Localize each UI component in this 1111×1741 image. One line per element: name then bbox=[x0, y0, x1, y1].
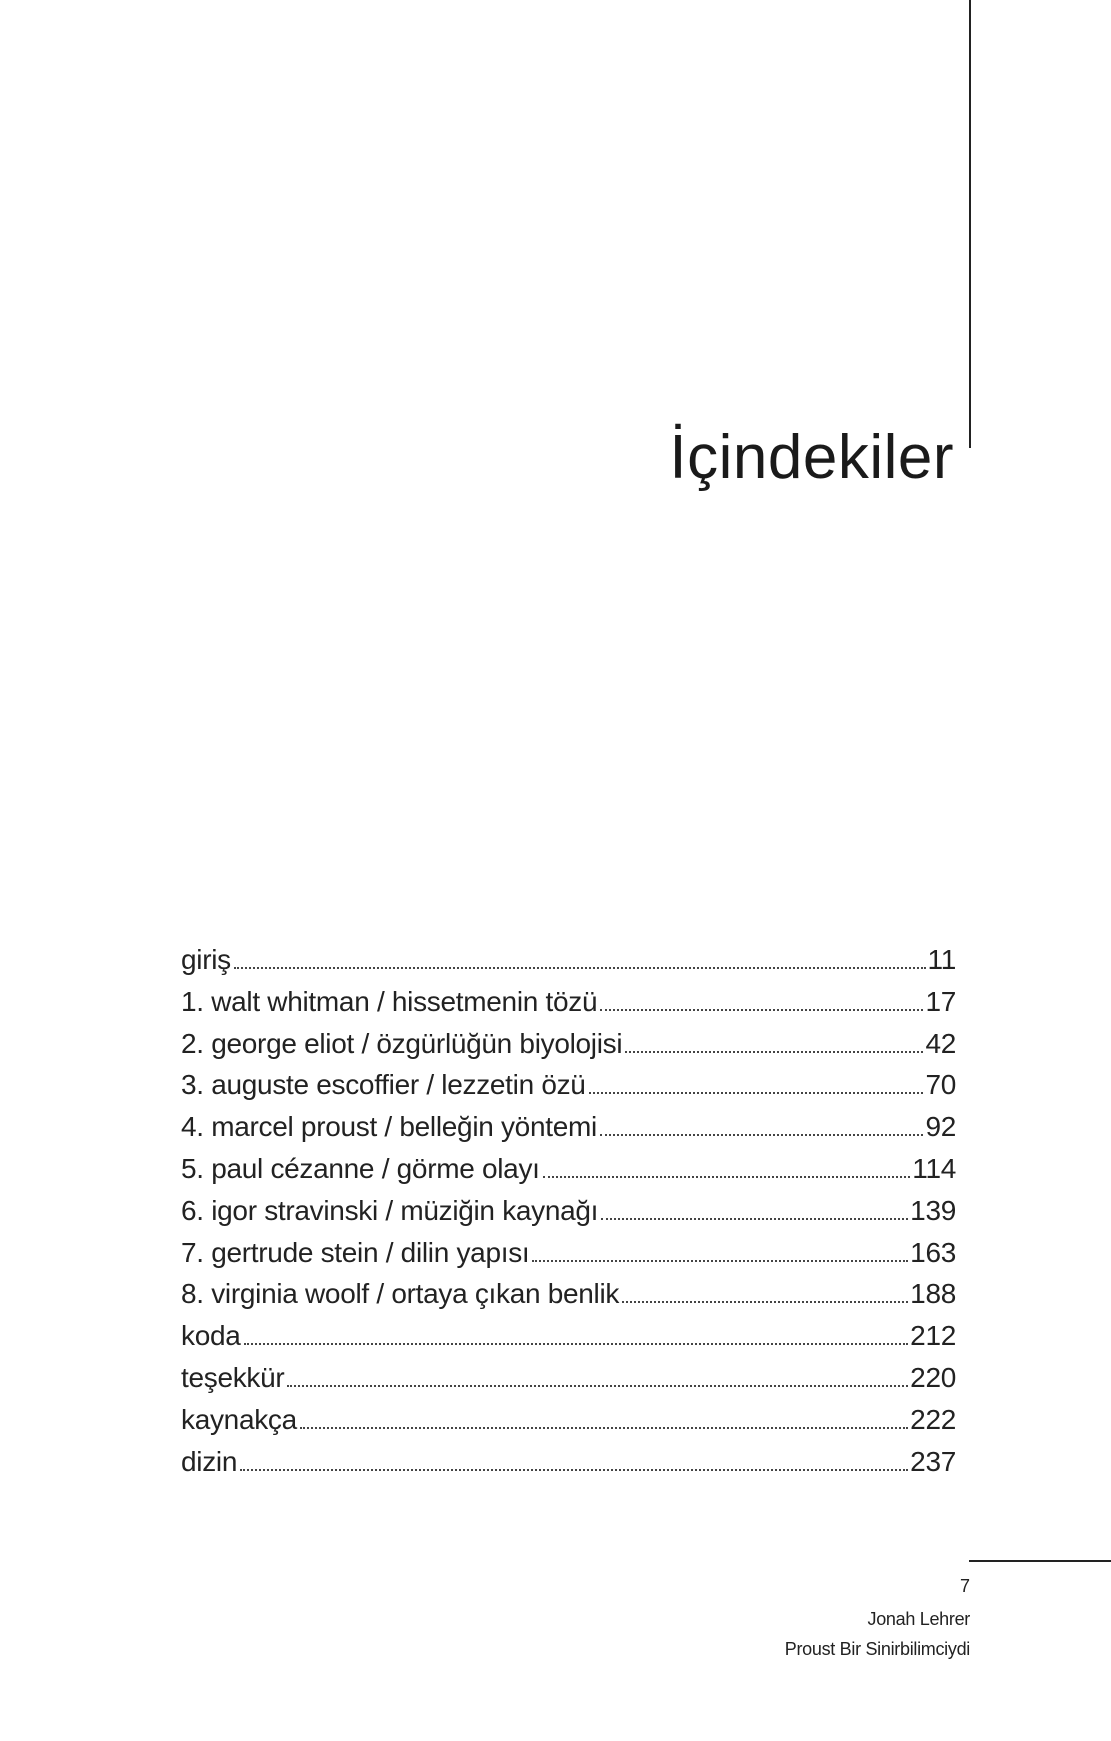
toc-dot-leader bbox=[300, 1427, 908, 1429]
toc-dot-leader bbox=[532, 1260, 908, 1262]
toc-entry-page: 17 bbox=[925, 985, 956, 1017]
toc-entry[interactable] bbox=[181, 1195, 956, 1237]
page-title: İçindekiler bbox=[669, 422, 954, 492]
toc-entry[interactable] bbox=[181, 1278, 956, 1320]
page-footer bbox=[785, 1574, 970, 1664]
toc-entry[interactable] bbox=[181, 1069, 956, 1111]
footer-book-title: Proust Bir Sinirbilimciydi bbox=[784, 1639, 970, 1659]
toc-dot-leader bbox=[543, 1176, 911, 1178]
toc-entry[interactable] bbox=[181, 1111, 956, 1153]
toc-entry[interactable] bbox=[181, 1153, 956, 1195]
toc-entry[interactable] bbox=[181, 1446, 956, 1488]
toc-entry-label: 8. virginia woolf / ortaya çıkan benlik bbox=[181, 1278, 620, 1310]
toc-entry-page: 222 bbox=[910, 1403, 956, 1435]
table-of-contents bbox=[181, 944, 956, 1487]
toc-dot-leader bbox=[589, 1092, 924, 1094]
toc-entry-page: 11 bbox=[927, 944, 956, 975]
toc-entry-label: 3. auguste escoffier / lezzetin özü bbox=[181, 1069, 586, 1101]
toc-dot-leader bbox=[234, 967, 926, 969]
toc-dot-leader bbox=[622, 1301, 908, 1303]
toc-entry-label: kaynakça bbox=[181, 1403, 297, 1435]
vertical-rule bbox=[969, 0, 971, 448]
toc-entry[interactable] bbox=[181, 1320, 956, 1362]
toc-entry-page: 220 bbox=[910, 1361, 956, 1393]
toc-entry-label: 7. gertrude stein / dilin yapısı bbox=[181, 1236, 530, 1268]
footer-rule bbox=[969, 1560, 1111, 1562]
toc-entry[interactable] bbox=[181, 1362, 956, 1404]
toc-entry-label: koda bbox=[181, 1320, 241, 1352]
toc-entry-page: 42 bbox=[925, 1027, 956, 1059]
page-number: 7 bbox=[959, 1576, 970, 1596]
toc-entry-page: 212 bbox=[910, 1320, 956, 1352]
toc-entry[interactable] bbox=[181, 986, 956, 1028]
toc-entry-label: 4. marcel proust / belleğin yöntemi bbox=[181, 1111, 597, 1143]
toc-entry[interactable] bbox=[181, 1237, 956, 1279]
toc-entry-page: 163 bbox=[910, 1236, 956, 1268]
toc-dot-leader bbox=[244, 1343, 909, 1345]
toc-entry-page: 114 bbox=[912, 1152, 956, 1184]
toc-entry-page: 70 bbox=[925, 1069, 956, 1101]
toc-entry-label: dizin bbox=[181, 1445, 238, 1477]
toc-entry[interactable] bbox=[181, 944, 956, 986]
toc-entry-label: teşekkür bbox=[181, 1361, 285, 1393]
toc-dot-leader bbox=[600, 1134, 924, 1136]
toc-dot-leader bbox=[625, 1051, 923, 1053]
toc-entry[interactable] bbox=[181, 1028, 956, 1070]
toc-entry-page: 92 bbox=[925, 1111, 956, 1143]
toc-entry-label: 6. igor stravinski / müziğin kaynağı bbox=[181, 1194, 599, 1226]
toc-entry-page: 139 bbox=[910, 1194, 956, 1226]
toc-dot-leader bbox=[287, 1385, 908, 1387]
toc-entry-label: 1. walt whitman / hissetmenin tözü bbox=[181, 985, 598, 1017]
toc-dot-leader bbox=[601, 1218, 908, 1220]
toc-entry-page: 188 bbox=[910, 1278, 956, 1310]
toc-dot-leader bbox=[240, 1469, 908, 1471]
toc-entry-label: giriş bbox=[181, 944, 231, 975]
toc-entry-page: 237 bbox=[910, 1445, 956, 1477]
toc-entry-label: 5. paul cézanne / görme olayı bbox=[181, 1152, 540, 1184]
footer-author: Jonah Lehrer bbox=[867, 1609, 970, 1629]
toc-entry[interactable] bbox=[181, 1404, 956, 1446]
toc-dot-leader bbox=[600, 1009, 923, 1011]
toc-entry-label: 2. george eliot / özgürlüğün biyolojisi bbox=[181, 1027, 623, 1059]
